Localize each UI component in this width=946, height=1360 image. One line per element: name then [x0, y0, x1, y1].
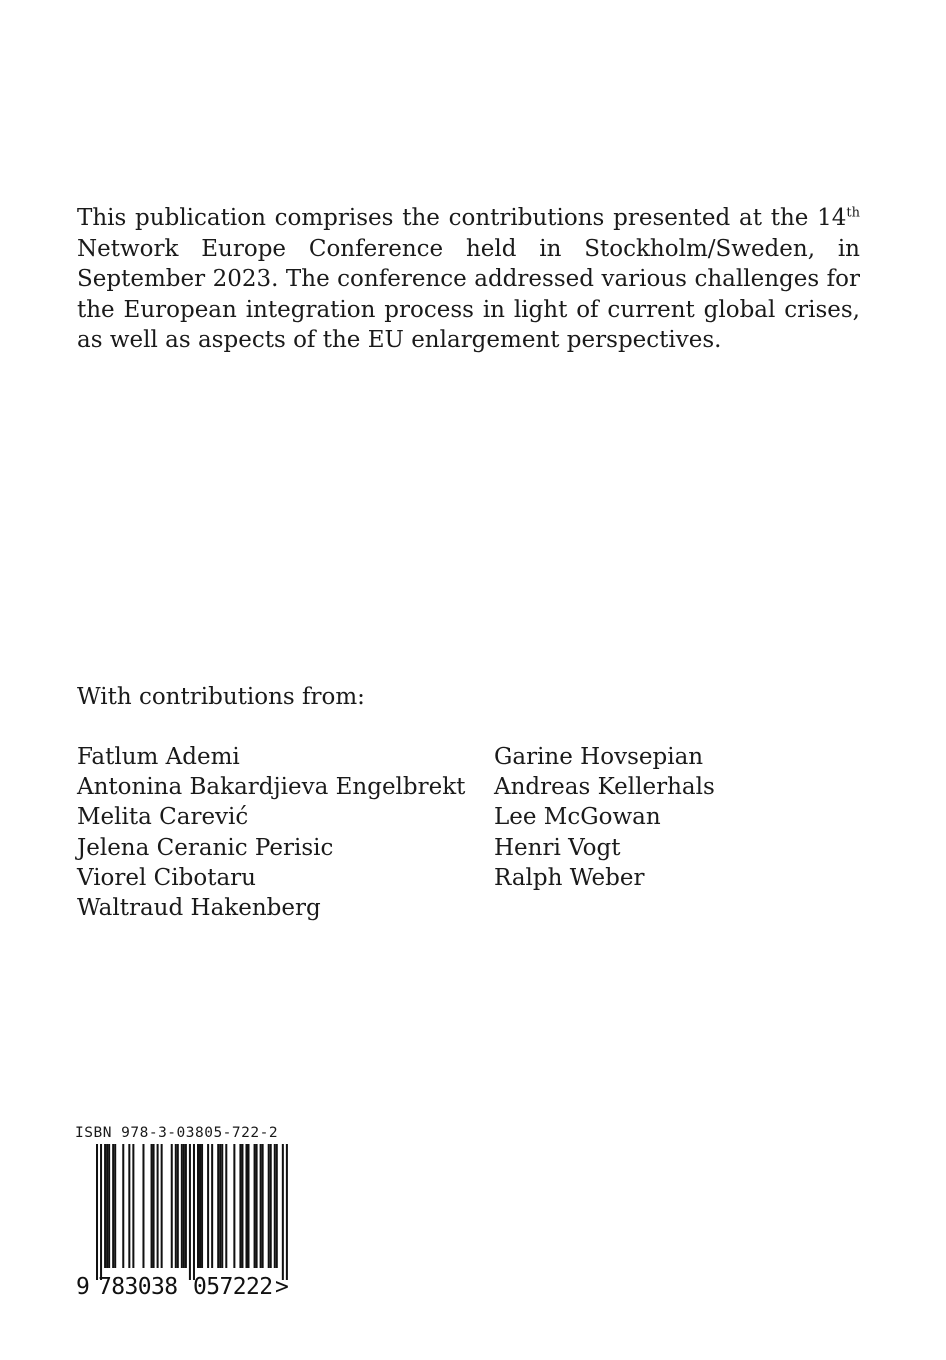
barcode-bar: [161, 1144, 163, 1268]
barcode-bar: [221, 1144, 223, 1268]
barcode-bar: [177, 1144, 179, 1268]
barcode-bar: [276, 1144, 278, 1268]
barcode-bar: [157, 1144, 159, 1268]
contributor-name: Ralph Weber: [494, 864, 645, 891]
barcode-bar: [181, 1144, 183, 1268]
contributors-list-left: [77, 742, 465, 923]
barcode-bar: [248, 1144, 250, 1268]
barcode-bar: [268, 1144, 270, 1268]
barcode-bar: [199, 1144, 201, 1268]
barcode-bar: [153, 1144, 155, 1268]
isbn-barcode: [74, 1142, 296, 1302]
barcode-bar: [128, 1144, 130, 1268]
blurb-text-start: This publication comprises the contributions presented at the 14: [77, 205, 847, 231]
barcode-bar: [171, 1144, 173, 1268]
barcode-bar: [219, 1144, 221, 1268]
barcode-bar: [207, 1144, 209, 1268]
barcode-guard-bar: [100, 1144, 102, 1280]
barcode-guard-bar: [286, 1144, 288, 1280]
barcode-bar: [256, 1144, 258, 1268]
contributor-name: Jelena Ceranic Perisic: [77, 834, 334, 861]
barcode-bar: [108, 1144, 110, 1268]
barcode-digits-left: 783038: [98, 1274, 178, 1300]
barcode-digits-right: 057222: [193, 1274, 273, 1300]
barcode-bar: [245, 1144, 247, 1268]
barcode-guard-bar: [96, 1144, 98, 1280]
contributor-name: Henri Vogt: [494, 834, 621, 861]
contributor-name: Garine Hovsepian: [494, 744, 704, 770]
contributor-name: Viorel Cibotaru: [77, 864, 256, 891]
barcode-bar: [142, 1144, 144, 1268]
barcode-bar: [254, 1144, 256, 1268]
back-cover-blurb: [77, 203, 860, 356]
barcode-bar: [112, 1144, 114, 1268]
isbn-label: ISBN 978-3-03805-722-2: [75, 1125, 279, 1141]
barcode-bar: [239, 1144, 241, 1268]
contributor-name: Antonina Bakardjieva Engelbrekt: [77, 774, 466, 801]
barcode-bar: [262, 1144, 264, 1268]
barcode-bar: [132, 1144, 134, 1268]
contributors-heading: With contributions from:: [77, 684, 365, 710]
barcode-bar: [225, 1144, 227, 1268]
barcode-bar: [151, 1144, 153, 1268]
barcode-bar: [270, 1144, 272, 1268]
barcode-quiet-marker: >: [275, 1274, 289, 1300]
contributor-name: Fatlum Ademi: [77, 744, 240, 770]
barcode-bar: [183, 1144, 185, 1268]
barcode-bar: [114, 1144, 116, 1268]
barcode-guard-bar: [282, 1144, 284, 1280]
barcode-bar: [211, 1144, 213, 1268]
barcode-bar: [233, 1144, 235, 1268]
barcode-bar: [122, 1144, 124, 1268]
barcode-lead-digit: 9: [76, 1274, 90, 1300]
barcode-guard-bar: [193, 1144, 195, 1280]
contributors-list-right: [494, 742, 715, 893]
barcode-bar: [201, 1144, 203, 1268]
barcode-bar: [197, 1144, 199, 1268]
contributor-name: Andreas Kellerhals: [494, 774, 715, 801]
barcode-bar: [104, 1144, 106, 1268]
contributor-name: Waltraud Hakenberg: [77, 895, 321, 922]
barcode-bar: [260, 1144, 262, 1268]
blurb-text-end: Network Europe Conference held in Stockholm/Sweden, in September 2023. The conference addressed various challenges for the European integration process in light of current global crises, as well as aspects of the EU enlargement perspectives.: [77, 235, 860, 353]
contributor-name: Melita Carević: [77, 804, 249, 831]
blurb-superscript: th: [846, 205, 860, 221]
barcode-bar: [241, 1144, 243, 1268]
barcode-bar: [106, 1144, 108, 1268]
barcode-bar: [185, 1144, 187, 1268]
barcode-bar: [217, 1144, 219, 1268]
barcode-bar: [274, 1144, 276, 1268]
barcode-guard-bar: [189, 1144, 191, 1280]
contributor-name: Lee McGowan: [494, 804, 661, 831]
barcode-bar: [175, 1144, 177, 1268]
